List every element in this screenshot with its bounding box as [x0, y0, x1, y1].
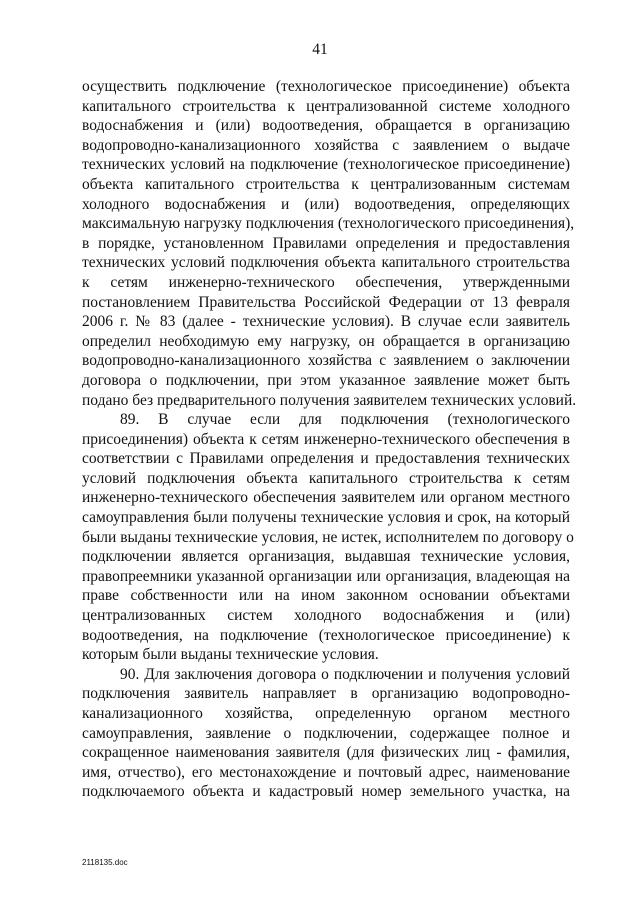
document-body — [82, 77, 577, 802]
page-number: 41 — [312, 41, 328, 58]
text-line: канализационного хозяйства, определенную органом местного — [82, 705, 570, 722]
text-line: условий подключения объекта капитального строительства к сетям — [82, 469, 570, 487]
text-line: к сетям инженерно-технического обеспечения, утвержденными — [82, 273, 570, 291]
text-line: водоотведения, на подключение (технологическое присоединение) к — [82, 626, 570, 644]
text-line: 90. Для заключения договора о подключении и получения условий — [120, 665, 570, 683]
text-line: подано без предварительного получения заявителем технических условий. — [82, 391, 577, 409]
text-line: осуществить подключение (технологическое присоединение) объекта — [82, 78, 570, 95]
text-line: сокращенное наименования заявителя (для физических лиц - фамилия, — [82, 744, 570, 762]
text-line: технических условий на подключение (технологическое присоединение) — [82, 156, 570, 174]
text-line: холодного водоснабжения и (или) водоотведения, определяющих — [82, 195, 570, 213]
text-line: инженерно-технического обеспечения заявителем или органом местного — [82, 489, 570, 507]
text-line: объекта капитального строительства к централизованным системам — [82, 175, 570, 193]
text-line: 2006 г. № 83 (далее - технические условия). В случае если заявитель — [82, 313, 570, 331]
text-line: подключении является организация, выдавшая технические условия, — [82, 548, 570, 566]
text-line: водоснабжения и (или) водоотведения, обращается в организацию — [82, 117, 570, 135]
text-line: 89. В случае если для подключения (технологического — [120, 411, 570, 429]
text-line: постановлением Правительства Российской Федерации от 13 февраля — [82, 293, 570, 311]
text-line: договора о подключении, при этом указанное заявление может быть — [82, 371, 570, 389]
text-line: имя, отчество), его местонахождение и почтовый адрес, наименование — [82, 763, 570, 781]
text-line: присоединения) объекта к сетям инженерно-технического обеспечения в — [82, 430, 570, 448]
text-line: праве собственности или на ином законном основании объектами — [82, 587, 570, 605]
text-line: в порядке, установленном Правилами определения и предоставления — [82, 234, 570, 252]
text-line: соответствии с Правилами определения и предоставления технических — [82, 450, 570, 468]
text-line: которым были выданы технические условия. — [82, 646, 379, 664]
text-line: были выданы технические условия, не истек, исполнителем по договору о — [82, 528, 574, 546]
text-line: самоуправления были получены технические условия и срок, на который — [82, 509, 570, 527]
text-line: капитального строительства к централизованной системе холодного — [82, 97, 570, 115]
text-line: правопреемники указанной организации или организация, владеющая на — [82, 567, 570, 585]
text-line: централизованных систем холодного водоснабжения и (или) — [82, 607, 570, 625]
document-filename: 2118135.doc — [82, 858, 128, 867]
text-line: подключаемого объекта и кадастровый номер земельного участка, на — [82, 783, 570, 801]
paragraph-89 — [82, 410, 574, 665]
text-line: подключения заявитель направляет в организацию водопроводно- — [82, 685, 570, 703]
text-line: максимальную нагрузку подключения (технологического присоединения), — [82, 215, 575, 233]
paragraph-90 — [82, 665, 570, 802]
paragraph-continuation — [82, 77, 577, 410]
text-line: определил необходимую ему нагрузку, он обращается в организацию — [82, 332, 570, 350]
text-line: самоуправления, заявление о подключении, содержащее полное и — [82, 724, 570, 742]
text-line: водопроводно-канализационного хозяйства с заявлением о заключении — [82, 352, 570, 370]
text-line: технических условий подключения объекта капитального строительства — [82, 254, 570, 272]
text-line: водопроводно-канализационного хозяйства с заявлением о выдаче — [82, 136, 570, 154]
